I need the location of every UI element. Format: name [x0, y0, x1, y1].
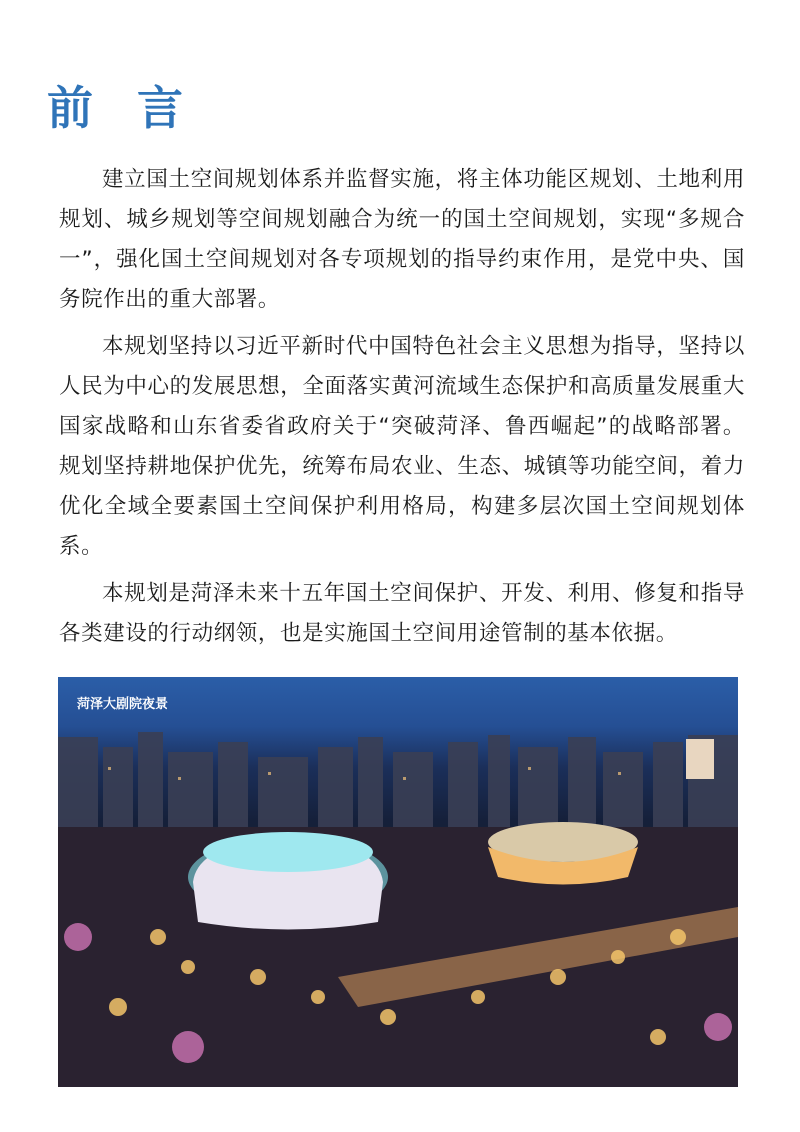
page-title: 前 言 [47, 81, 198, 135]
city-night-scene [58, 677, 738, 1087]
photo-caption: 菏泽大剧院夜景 [77, 697, 169, 712]
paragraph: 本规划坚持以习近平新时代中国特色社会主义思想为指导，坚持以人民为中心的发展思想，全面落实黄河流域生态保护和高质量发展重大国家战略和山东省委省政府关于“突破菏泽、鲁西崛起”的战略部署。规划坚持耕地保护优先，统筹布局农业、生态、城镇等功能空间，着力优化全域全要素国土空间保护利用格局，构建多层次国土空间规划体系。 [59, 334, 745, 559]
paragraph: 本规划是菏泽未来十五年国土空间保护、开发、利用、修复和指导各类建设的行动纲领，也是实施国土空间用途管制的基本依据。 [59, 581, 745, 646]
paragraph: 建立国土空间规划体系并监督实施，将主体功能区规划、土地利用规划、城乡规划等空间规划融合为统一的国土空间规划，实现“多规合一”，强化国土空间规划对各专项规划的指导约束作用，是党中央、国务院作出的重大部署。 [59, 167, 745, 312]
theater-night-photo [58, 677, 738, 1087]
preface-body [59, 160, 745, 661]
